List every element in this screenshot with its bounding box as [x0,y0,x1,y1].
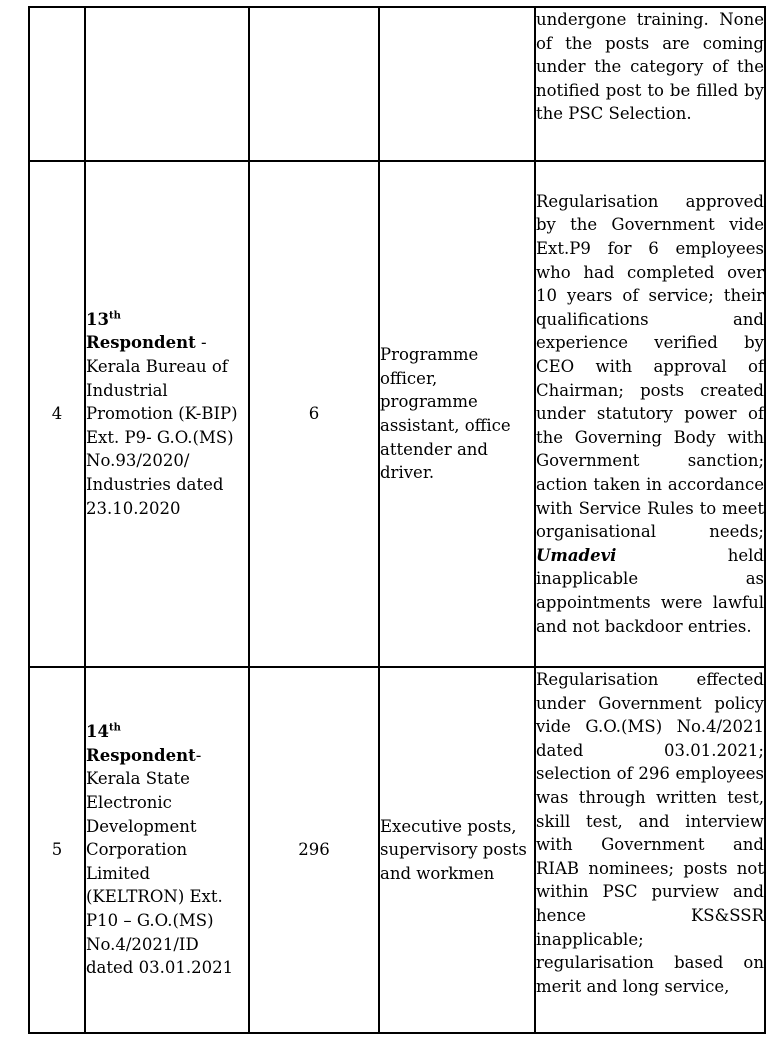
employee-count-cell: 296 [249,667,379,1033]
table-row [29,7,765,161]
serial-number-cell: 4 [29,161,85,667]
table-row [29,161,765,667]
respondent-details: Kerala State Electronic Development Corporation Limited (KELTRON) Ext. P10 – G.O.(MS) No.4/2021/ID dated 03.01.2021 [86,769,234,978]
respondent-ordinal-suffix: th [108,722,121,734]
regularisation-table [28,6,766,1034]
remarks-cell: undergone training. None of the posts are coming under the category of the notified post to be filled by the PSC Selection. [535,7,765,161]
posts-cell: Programme officer, programme assistant, office attender and driver. [379,161,535,667]
remarks-cell: Regularisation effected under Government policy vide G.O.(MS) No.4/2021 dated 03.01.2021; selection of 296 employees was through written test, skill test, and interview with Government and RIAB nominees; posts not within PSC purview and hence KS&SSR inapplicable; regularisation based on merit and long service, [535,667,765,1033]
serial-number-cell [29,7,85,161]
serial-number-cell: 5 [29,667,85,1033]
respondent-cell [85,161,249,667]
respondent-cell [85,667,249,1033]
respondent-details: Kerala Bureau of Industrial Promotion (K-BIP) Ext. P9- G.O.(MS) No.93/2020/ Industries dated 23.10.2020 [86,357,238,518]
respondent-label: Respondent [86,745,196,765]
respondent-label: Respondent [86,333,196,353]
employee-count-cell: 6 [249,161,379,667]
posts-cell [379,7,535,161]
table-row [29,667,765,1033]
respondent-separator: - [195,333,207,353]
remarks-case-name: Umadevi [536,545,617,565]
posts-cell: Executive posts, supervisory posts and workmen [379,667,535,1033]
respondent-ordinal: 13 [86,309,109,329]
remarks-text-continued: held inapplicable as appointments were lawful and not backdoor entries. [536,545,764,636]
remarks-text: Regularisation approved by the Government vide Ext.P9 for 6 employees who had completed over 10 years of service; their qualifications and experience verified by CEO with approval of Chairman; posts created under statutory power of the Governing Body with Government sanction; action taken in accordance with Service Rules to meet organisational needs; [536,191,764,542]
employee-count-cell [249,7,379,161]
respondent-ordinal-suffix: th [108,310,121,322]
respondent-cell [85,7,249,161]
respondent-ordinal: 14 [86,722,109,742]
respondent-separator: - [195,745,202,765]
remarks-cell [535,161,765,667]
